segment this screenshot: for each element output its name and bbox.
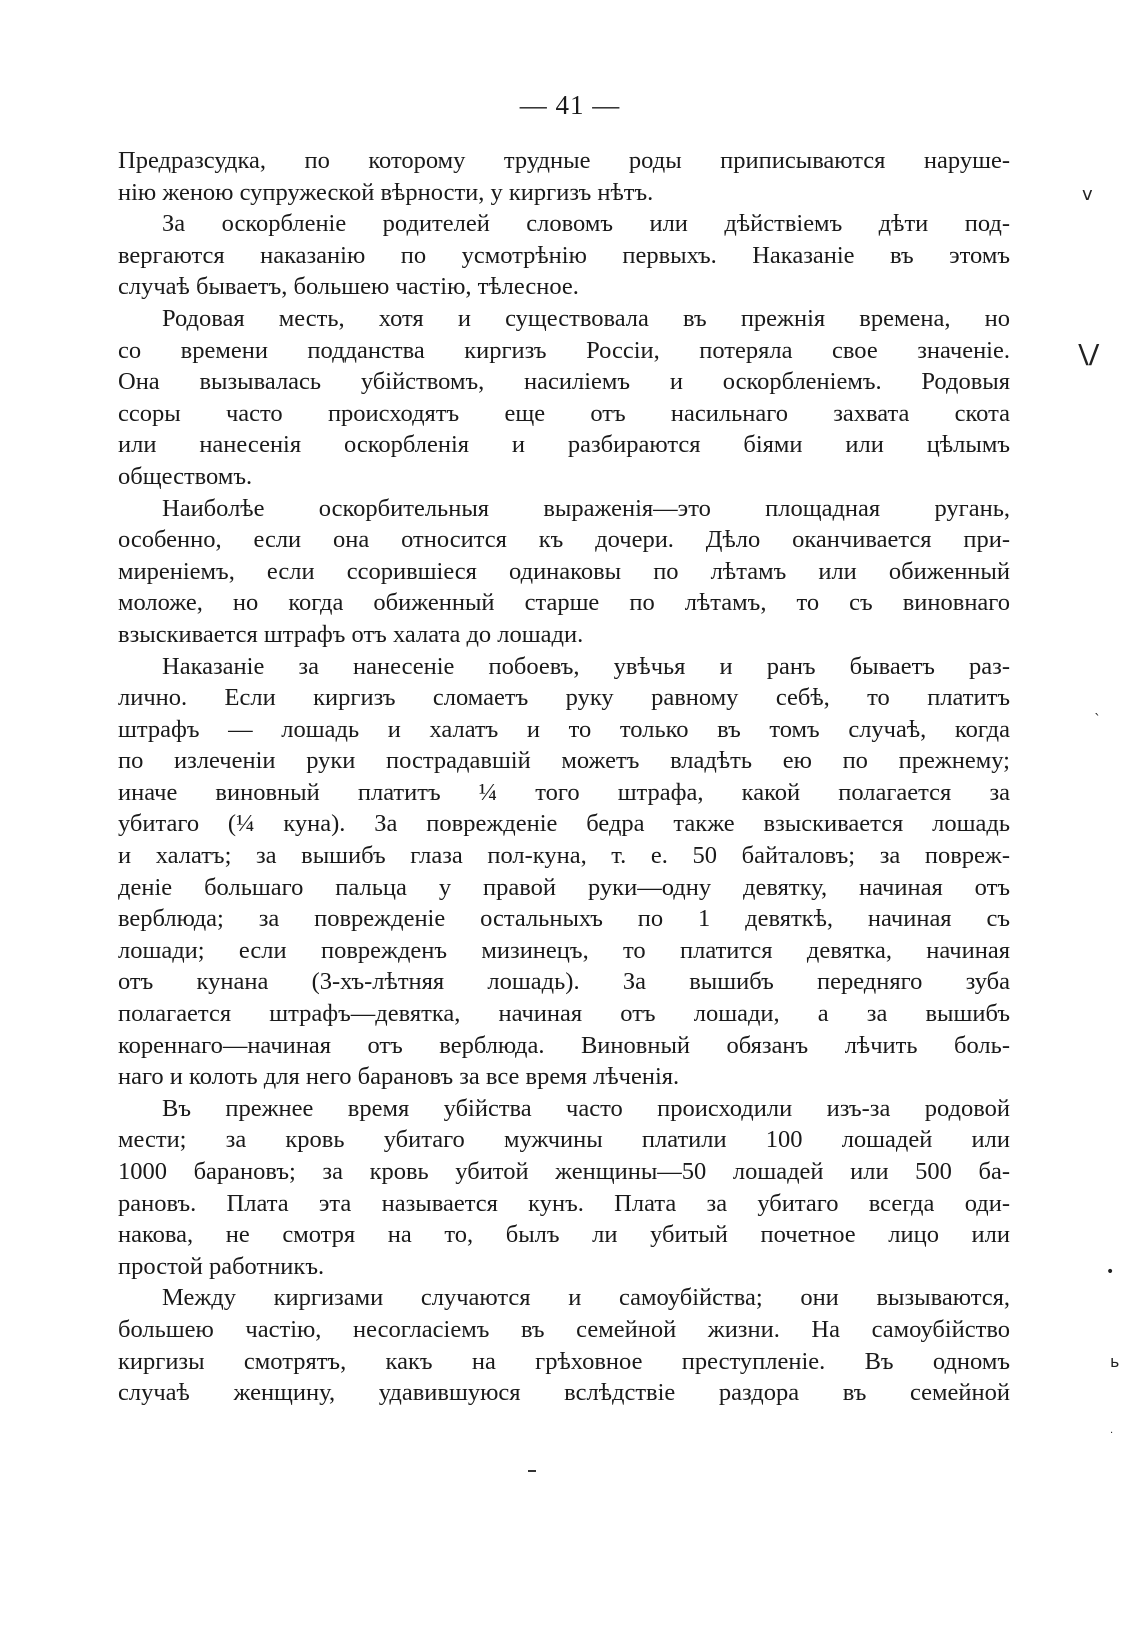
text-line: лично. Если киргизъ сломаетъ руку равному себѣ, то платитъ: [118, 684, 1010, 712]
margin-mark-check: v: [1082, 184, 1093, 205]
text-line: миреніемъ, если ссорившіеся одинаковы по лѣтамъ или обиженный: [118, 557, 1010, 585]
text-line: случаѣ женщину, удавившуюся вслѣдствіе раздора въ семейной: [118, 1379, 1010, 1407]
text-line: Наказаніе за нанесеніе побоевъ, увѣчья и ранъ бываетъ раз-: [162, 652, 1010, 680]
text-line: 1000 барановъ; за кровь убитой женщины—50 лошадей или 500 ба-: [118, 1158, 1010, 1185]
margin-mark-letter: ь: [1110, 1352, 1120, 1371]
text-line: иначе виновный платитъ ¼ того штрафа, какой полагается за: [118, 778, 1010, 806]
text-line: наго и колоть для него барановъ за все время лѣченія.: [118, 1063, 680, 1091]
text-line: кореннаго—начиная отъ верблюда. Виновный обязанъ лѣчить боль-: [118, 1031, 1010, 1059]
text-line: случаѣ бываетъ, большею частію, тѣлесное.: [118, 273, 579, 301]
text-line: мести; за кровь убитаго мужчины платили 100 лошадей или: [118, 1126, 1010, 1154]
text-line: верблюда; за поврежденіе остальныхъ по 1 девяткѣ, начиная съ: [118, 905, 1010, 933]
margin-mark-dot: •: [1106, 1264, 1115, 1280]
text-line: штрафъ — лошадь и халатъ и то только въ томъ случаѣ, когда: [118, 715, 1010, 743]
text-line: Родовая месть, хотя и существовала въ прежнія времена, но: [162, 304, 1010, 332]
text-line: простой работникъ.: [118, 1252, 325, 1280]
text-line: и халатъ; за вышибъ глаза пол-куна, т. е. 50 байталовъ; за повреж-: [118, 842, 1010, 870]
page-number: — 41 —: [519, 90, 621, 120]
footer-dash: [528, 1470, 536, 1472]
text-line: Между киргизами случаются и самоубійства; они вызываются,: [162, 1284, 1010, 1312]
text-line: Предразсудка, по которому трудные роды приписываются наруше-: [118, 147, 1010, 174]
text-line: накова, не смотря на то, былъ ли убитый почетное лицо или: [118, 1221, 1010, 1249]
text-line: киргизы смотрятъ, какъ на грѣховное преступленіе. Въ одномъ: [118, 1347, 1010, 1375]
body-text: [118, 145, 1010, 1409]
text-line: убитаго (¼ куна). За поврежденіе бедра также взыскивается лошадь: [118, 810, 1010, 838]
text-line: или нанесенія оскорбленія и разбираются біями или цѣлымъ: [118, 431, 1010, 459]
text-line: большею частію, несогласіемъ въ семейной жизни. На самоубійство: [118, 1315, 1010, 1343]
text-line: ссоры часто происходятъ еще отъ насильнаго захвата скота: [118, 399, 1010, 427]
text-line: по излеченіи руки пострадавшій можетъ владѣть ею по прежнему;: [118, 747, 1010, 775]
text-line: обществомъ.: [118, 462, 253, 490]
text-line: За оскорбленіе родителей словомъ или дѣйствіемъ дѣти под-: [162, 210, 1010, 238]
text-line: особенно, если она относится къ дочери. Дѣло оканчивается при-: [118, 526, 1010, 554]
text-line: деніе большаго пальца у правой руки—одну девятку, начиная отъ: [118, 873, 1010, 901]
margin-mark-check-large: \/: [1078, 340, 1100, 370]
margin-mark-small-dot: ·: [1110, 1428, 1114, 1439]
text-line: Наиболѣе оскорбительныя выраженія—это площадная ругань,: [162, 494, 1010, 522]
text-line: рановъ. Плата эта называется кунъ. Плата за убитаго всегда оди-: [118, 1189, 1010, 1217]
text-line: лошади; если поврежденъ мизинецъ, то платится девятка, начиная: [118, 936, 1010, 964]
text-line: Въ прежнее время убійства часто происходили изъ-за родовой: [162, 1094, 1010, 1122]
text-line: Она вызывалась убійствомъ, насиліемъ и оскорбленіемъ. Родовыя: [118, 368, 1010, 396]
margin-mark-tick: ˎ: [1094, 700, 1101, 716]
text-line: взыскивается штрафъ отъ халата до лошади.: [118, 620, 584, 648]
text-line: вергаются наказанію по усмотрѣнію первыхъ. Наказаніе въ этомъ: [118, 241, 1010, 269]
text-line: полагается штрафъ—девятка, начиная отъ лошади, а за вышибъ: [118, 1000, 1010, 1028]
text-line: со времени подданства киргизъ Россіи, потеряла свое значеніе.: [118, 336, 1010, 364]
text-line: нію женою супружеской вѣрности, у киргизъ нѣтъ.: [118, 178, 654, 206]
text-line: моложе, но когда обиженный старше по лѣтамъ, то съ виновнаго: [118, 589, 1010, 617]
text-line: отъ кунана (3-хъ-лѣтняя лошадь). За вышибъ передняго зуба: [118, 968, 1010, 996]
